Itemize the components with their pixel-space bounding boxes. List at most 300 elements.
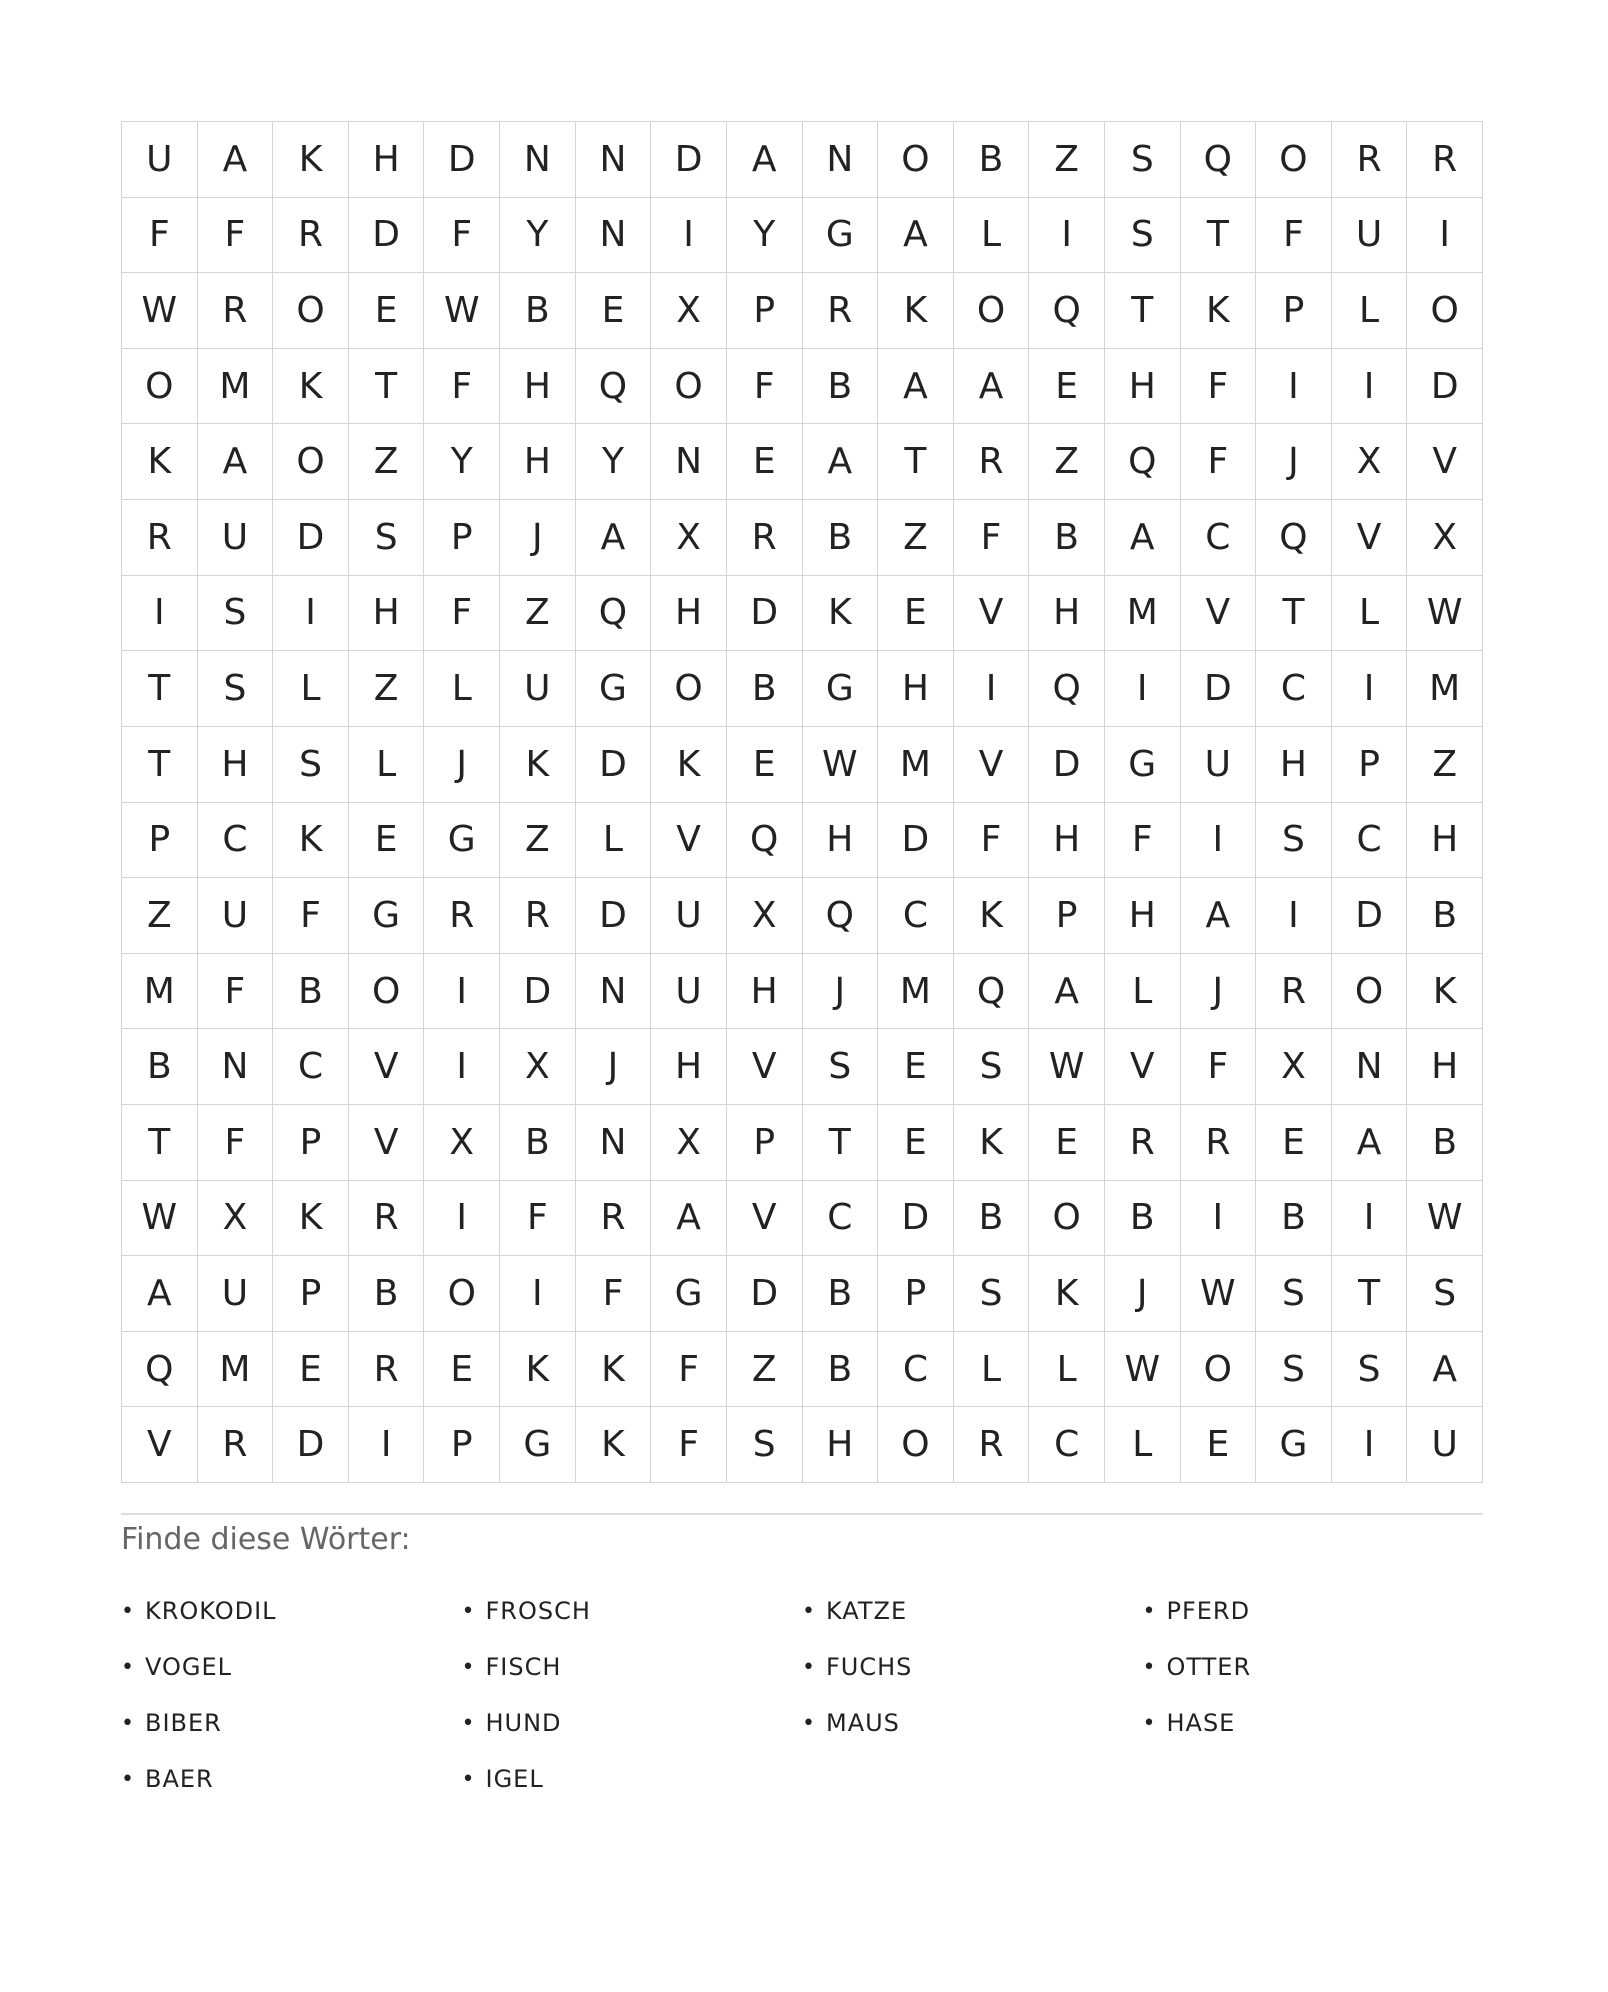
grid-cell[interactable]: S	[727, 1407, 803, 1483]
grid-cell[interactable]: I	[122, 576, 198, 652]
grid-cell[interactable]: A	[1029, 954, 1105, 1030]
grid-cell[interactable]: N	[576, 122, 652, 198]
grid-cell[interactable]: T	[1105, 273, 1181, 349]
grid-cell[interactable]: R	[198, 1407, 274, 1483]
grid-cell[interactable]: C	[878, 878, 954, 954]
grid-cell[interactable]: P	[273, 1105, 349, 1181]
grid-cell[interactable]: F	[954, 500, 1030, 576]
grid-cell[interactable]: P	[727, 273, 803, 349]
grid-cell[interactable]: B	[803, 1256, 879, 1332]
grid-cell[interactable]: F	[1181, 349, 1257, 425]
grid-cell[interactable]: H	[727, 954, 803, 1030]
grid-cell[interactable]: F	[198, 954, 274, 1030]
grid-cell[interactable]: L	[1332, 576, 1408, 652]
grid-cell[interactable]: V	[727, 1181, 803, 1257]
grid-cell[interactable]: U	[198, 878, 274, 954]
grid-cell[interactable]: K	[1181, 273, 1257, 349]
grid-cell[interactable]: H	[500, 424, 576, 500]
grid-cell[interactable]: E	[1029, 1105, 1105, 1181]
grid-cell[interactable]: D	[424, 122, 500, 198]
grid-cell[interactable]: E	[727, 727, 803, 803]
grid-cell[interactable]: K	[500, 1332, 576, 1408]
grid-cell[interactable]: G	[576, 651, 652, 727]
grid-cell[interactable]: R	[954, 424, 1030, 500]
grid-cell[interactable]: K	[1407, 954, 1483, 1030]
grid-cell[interactable]: L	[1105, 1407, 1181, 1483]
grid-cell[interactable]: M	[878, 954, 954, 1030]
grid-cell[interactable]: I	[424, 1181, 500, 1257]
grid-cell[interactable]: Z	[349, 424, 425, 500]
grid-cell[interactable]: N	[1332, 1029, 1408, 1105]
grid-cell[interactable]: O	[424, 1256, 500, 1332]
grid-cell[interactable]: J	[1181, 954, 1257, 1030]
grid-cell[interactable]: R	[803, 273, 879, 349]
grid-cell[interactable]: H	[349, 122, 425, 198]
grid-cell[interactable]: R	[500, 878, 576, 954]
grid-cell[interactable]: F	[651, 1332, 727, 1408]
grid-cell[interactable]: Q	[803, 878, 879, 954]
grid-cell[interactable]: D	[500, 954, 576, 1030]
grid-cell[interactable]: V	[954, 727, 1030, 803]
grid-cell[interactable]: J	[500, 500, 576, 576]
grid-cell[interactable]: X	[651, 500, 727, 576]
grid-cell[interactable]: Y	[576, 424, 652, 500]
grid-cell[interactable]: P	[424, 500, 500, 576]
grid-cell[interactable]: I	[1332, 1181, 1408, 1257]
grid-cell[interactable]: M	[122, 954, 198, 1030]
grid-cell[interactable]: O	[349, 954, 425, 1030]
grid-cell[interactable]: O	[1029, 1181, 1105, 1257]
grid-cell[interactable]: W	[803, 727, 879, 803]
grid-cell[interactable]: E	[1029, 349, 1105, 425]
grid-cell[interactable]: M	[878, 727, 954, 803]
grid-cell[interactable]: F	[198, 198, 274, 274]
grid-cell[interactable]: D	[727, 1256, 803, 1332]
grid-cell[interactable]: C	[273, 1029, 349, 1105]
grid-cell[interactable]: J	[1105, 1256, 1181, 1332]
grid-cell[interactable]: I	[1029, 198, 1105, 274]
grid-cell[interactable]: R	[349, 1181, 425, 1257]
grid-cell[interactable]: Y	[424, 424, 500, 500]
grid-cell[interactable]: I	[424, 954, 500, 1030]
grid-cell[interactable]: E	[349, 803, 425, 879]
grid-cell[interactable]: R	[1256, 954, 1332, 1030]
grid-cell[interactable]: H	[1105, 349, 1181, 425]
grid-cell[interactable]: E	[878, 576, 954, 652]
grid-cell[interactable]: E	[576, 273, 652, 349]
grid-cell[interactable]: T	[1332, 1256, 1408, 1332]
grid-cell[interactable]: U	[500, 651, 576, 727]
grid-cell[interactable]: J	[576, 1029, 652, 1105]
grid-cell[interactable]: R	[198, 273, 274, 349]
grid-cell[interactable]: W	[122, 273, 198, 349]
grid-cell[interactable]: O	[273, 424, 349, 500]
grid-cell[interactable]: A	[1332, 1105, 1408, 1181]
grid-cell[interactable]: F	[424, 349, 500, 425]
grid-cell[interactable]: Q	[1256, 500, 1332, 576]
grid-cell[interactable]: Z	[727, 1332, 803, 1408]
grid-cell[interactable]: M	[198, 1332, 274, 1408]
grid-cell[interactable]: K	[576, 1407, 652, 1483]
grid-cell[interactable]: Q	[576, 576, 652, 652]
grid-cell[interactable]: G	[349, 878, 425, 954]
grid-cell[interactable]: D	[349, 198, 425, 274]
grid-cell[interactable]: W	[1181, 1256, 1257, 1332]
grid-cell[interactable]: T	[122, 727, 198, 803]
grid-cell[interactable]: D	[576, 727, 652, 803]
grid-cell[interactable]: J	[803, 954, 879, 1030]
grid-cell[interactable]: B	[954, 122, 1030, 198]
grid-cell[interactable]: T	[803, 1105, 879, 1181]
grid-cell[interactable]: Q	[1029, 273, 1105, 349]
grid-cell[interactable]: V	[1181, 576, 1257, 652]
grid-cell[interactable]: O	[122, 349, 198, 425]
grid-cell[interactable]: B	[1256, 1181, 1332, 1257]
grid-cell[interactable]: K	[273, 349, 349, 425]
grid-cell[interactable]: U	[1407, 1407, 1483, 1483]
grid-cell[interactable]: A	[954, 349, 1030, 425]
grid-cell[interactable]: A	[878, 349, 954, 425]
grid-cell[interactable]: J	[1256, 424, 1332, 500]
grid-cell[interactable]: R	[1181, 1105, 1257, 1181]
grid-cell[interactable]: I	[1332, 349, 1408, 425]
grid-cell[interactable]: D	[878, 1181, 954, 1257]
grid-cell[interactable]: W	[122, 1181, 198, 1257]
grid-cell[interactable]: Q	[122, 1332, 198, 1408]
grid-cell[interactable]: D	[878, 803, 954, 879]
grid-cell[interactable]: U	[1181, 727, 1257, 803]
grid-cell[interactable]: L	[576, 803, 652, 879]
grid-cell[interactable]: Z	[349, 651, 425, 727]
grid-cell[interactable]: P	[424, 1407, 500, 1483]
grid-cell[interactable]: Q	[1105, 424, 1181, 500]
grid-cell[interactable]: A	[727, 122, 803, 198]
grid-cell[interactable]: N	[576, 198, 652, 274]
grid-cell[interactable]: M	[1407, 651, 1483, 727]
grid-cell[interactable]: R	[122, 500, 198, 576]
grid-cell[interactable]: H	[500, 349, 576, 425]
grid-cell[interactable]: X	[1332, 424, 1408, 500]
grid-cell[interactable]: D	[727, 576, 803, 652]
grid-cell[interactable]: H	[803, 803, 879, 879]
grid-cell[interactable]: A	[1407, 1332, 1483, 1408]
grid-cell[interactable]: B	[803, 1332, 879, 1408]
grid-cell[interactable]: X	[424, 1105, 500, 1181]
grid-cell[interactable]: I	[349, 1407, 425, 1483]
grid-cell[interactable]: L	[1332, 273, 1408, 349]
grid-cell[interactable]: Q	[1029, 651, 1105, 727]
grid-cell[interactable]: F	[424, 576, 500, 652]
grid-cell[interactable]: A	[878, 198, 954, 274]
grid-cell[interactable]: E	[878, 1029, 954, 1105]
grid-cell[interactable]: G	[1105, 727, 1181, 803]
grid-cell[interactable]: A	[576, 500, 652, 576]
grid-cell[interactable]: A	[198, 122, 274, 198]
grid-cell[interactable]: S	[1332, 1332, 1408, 1408]
grid-cell[interactable]: F	[1181, 424, 1257, 500]
grid-cell[interactable]: T	[1256, 576, 1332, 652]
grid-cell[interactable]: V	[349, 1105, 425, 1181]
grid-cell[interactable]: O	[878, 122, 954, 198]
grid-cell[interactable]: V	[1332, 500, 1408, 576]
grid-cell[interactable]: E	[727, 424, 803, 500]
grid-cell[interactable]: V	[727, 1029, 803, 1105]
grid-cell[interactable]: R	[1105, 1105, 1181, 1181]
grid-cell[interactable]: G	[1256, 1407, 1332, 1483]
grid-cell[interactable]: Z	[122, 878, 198, 954]
grid-cell[interactable]: G	[500, 1407, 576, 1483]
grid-cell[interactable]: Z	[1407, 727, 1483, 803]
grid-cell[interactable]: F	[651, 1407, 727, 1483]
grid-cell[interactable]: G	[803, 651, 879, 727]
grid-cell[interactable]: F	[1105, 803, 1181, 879]
grid-cell[interactable]: S	[803, 1029, 879, 1105]
grid-cell[interactable]: A	[651, 1181, 727, 1257]
grid-cell[interactable]: R	[1332, 122, 1408, 198]
grid-cell[interactable]: D	[1407, 349, 1483, 425]
grid-cell[interactable]: H	[1029, 803, 1105, 879]
grid-cell[interactable]: E	[424, 1332, 500, 1408]
grid-cell[interactable]: T	[878, 424, 954, 500]
grid-cell[interactable]: L	[954, 198, 1030, 274]
grid-cell[interactable]: F	[122, 198, 198, 274]
grid-cell[interactable]: F	[1181, 1029, 1257, 1105]
grid-cell[interactable]: E	[878, 1105, 954, 1181]
grid-cell[interactable]: S	[1256, 803, 1332, 879]
grid-cell[interactable]: D	[651, 122, 727, 198]
grid-cell[interactable]: I	[424, 1029, 500, 1105]
grid-cell[interactable]: P	[1256, 273, 1332, 349]
grid-cell[interactable]: Z	[500, 803, 576, 879]
grid-cell[interactable]: I	[1332, 1407, 1408, 1483]
grid-cell[interactable]: C	[803, 1181, 879, 1257]
grid-cell[interactable]: B	[1407, 878, 1483, 954]
grid-cell[interactable]: N	[803, 122, 879, 198]
grid-cell[interactable]: H	[651, 576, 727, 652]
grid-cell[interactable]: W	[1407, 1181, 1483, 1257]
grid-cell[interactable]: N	[500, 122, 576, 198]
grid-cell[interactable]: H	[1105, 878, 1181, 954]
grid-cell[interactable]: I	[1256, 878, 1332, 954]
grid-cell[interactable]: X	[500, 1029, 576, 1105]
grid-cell[interactable]: O	[1256, 122, 1332, 198]
grid-cell[interactable]: Q	[727, 803, 803, 879]
grid-cell[interactable]: A	[803, 424, 879, 500]
grid-cell[interactable]: B	[122, 1029, 198, 1105]
grid-cell[interactable]: D	[1181, 651, 1257, 727]
grid-cell[interactable]: T	[1181, 198, 1257, 274]
grid-cell[interactable]: A	[1181, 878, 1257, 954]
grid-cell[interactable]: U	[198, 500, 274, 576]
grid-cell[interactable]: X	[198, 1181, 274, 1257]
grid-cell[interactable]: G	[424, 803, 500, 879]
grid-cell[interactable]: F	[954, 803, 1030, 879]
grid-cell[interactable]: K	[122, 424, 198, 500]
grid-cell[interactable]: P	[727, 1105, 803, 1181]
grid-cell[interactable]: M	[198, 349, 274, 425]
grid-cell[interactable]: V	[122, 1407, 198, 1483]
grid-cell[interactable]: Y	[727, 198, 803, 274]
grid-cell[interactable]: D	[273, 500, 349, 576]
grid-cell[interactable]: T	[122, 651, 198, 727]
grid-cell[interactable]: H	[1407, 803, 1483, 879]
grid-cell[interactable]: I	[651, 198, 727, 274]
grid-cell[interactable]: S	[954, 1029, 1030, 1105]
grid-cell[interactable]: S	[1256, 1332, 1332, 1408]
grid-cell[interactable]: R	[727, 500, 803, 576]
grid-cell[interactable]: E	[349, 273, 425, 349]
grid-cell[interactable]: X	[727, 878, 803, 954]
grid-cell[interactable]: I	[954, 651, 1030, 727]
grid-cell[interactable]: A	[1105, 500, 1181, 576]
grid-cell[interactable]: D	[1029, 727, 1105, 803]
grid-cell[interactable]: F	[424, 198, 500, 274]
grid-cell[interactable]: I	[1181, 1181, 1257, 1257]
grid-cell[interactable]: K	[954, 1105, 1030, 1181]
grid-cell[interactable]: C	[1029, 1407, 1105, 1483]
grid-cell[interactable]: A	[122, 1256, 198, 1332]
grid-cell[interactable]: N	[198, 1029, 274, 1105]
grid-cell[interactable]: X	[651, 1105, 727, 1181]
grid-cell[interactable]: Q	[954, 954, 1030, 1030]
grid-cell[interactable]: S	[1407, 1256, 1483, 1332]
grid-cell[interactable]: I	[1256, 349, 1332, 425]
grid-cell[interactable]: B	[500, 1105, 576, 1181]
grid-cell[interactable]: R	[273, 198, 349, 274]
grid-cell[interactable]: K	[651, 727, 727, 803]
grid-cell[interactable]: R	[424, 878, 500, 954]
grid-cell[interactable]: U	[1332, 198, 1408, 274]
grid-cell[interactable]: N	[576, 954, 652, 1030]
grid-cell[interactable]: U	[651, 878, 727, 954]
grid-cell[interactable]: B	[349, 1256, 425, 1332]
grid-cell[interactable]: V	[1105, 1029, 1181, 1105]
grid-cell[interactable]: J	[424, 727, 500, 803]
grid-cell[interactable]: D	[576, 878, 652, 954]
grid-cell[interactable]: X	[1256, 1029, 1332, 1105]
grid-cell[interactable]: C	[198, 803, 274, 879]
grid-cell[interactable]: L	[954, 1332, 1030, 1408]
grid-cell[interactable]: O	[878, 1407, 954, 1483]
grid-cell[interactable]: B	[1105, 1181, 1181, 1257]
grid-cell[interactable]: C	[1181, 500, 1257, 576]
grid-cell[interactable]: M	[1105, 576, 1181, 652]
grid-cell[interactable]: Z	[878, 500, 954, 576]
grid-cell[interactable]: K	[576, 1332, 652, 1408]
grid-cell[interactable]: V	[349, 1029, 425, 1105]
grid-cell[interactable]: R	[954, 1407, 1030, 1483]
grid-cell[interactable]: K	[273, 122, 349, 198]
grid-cell[interactable]: X	[651, 273, 727, 349]
grid-cell[interactable]: S	[954, 1256, 1030, 1332]
grid-cell[interactable]: P	[122, 803, 198, 879]
grid-cell[interactable]: H	[1256, 727, 1332, 803]
grid-cell[interactable]: I	[1105, 651, 1181, 727]
grid-cell[interactable]: W	[1407, 576, 1483, 652]
grid-cell[interactable]: I	[1181, 803, 1257, 879]
grid-cell[interactable]: P	[1029, 878, 1105, 954]
grid-cell[interactable]: I	[1332, 651, 1408, 727]
grid-cell[interactable]: O	[1407, 273, 1483, 349]
grid-cell[interactable]: K	[878, 273, 954, 349]
grid-cell[interactable]: O	[954, 273, 1030, 349]
grid-cell[interactable]: S	[1105, 198, 1181, 274]
grid-cell[interactable]: W	[1029, 1029, 1105, 1105]
grid-cell[interactable]: X	[1407, 500, 1483, 576]
grid-cell[interactable]: H	[651, 1029, 727, 1105]
grid-cell[interactable]: B	[954, 1181, 1030, 1257]
grid-cell[interactable]: L	[1029, 1332, 1105, 1408]
grid-cell[interactable]: Q	[1181, 122, 1257, 198]
grid-cell[interactable]: Y	[500, 198, 576, 274]
grid-cell[interactable]: K	[500, 727, 576, 803]
grid-cell[interactable]: Z	[1029, 122, 1105, 198]
grid-cell[interactable]: B	[727, 651, 803, 727]
grid-cell[interactable]: F	[727, 349, 803, 425]
grid-cell[interactable]: O	[651, 651, 727, 727]
grid-cell[interactable]: R	[349, 1332, 425, 1408]
grid-cell[interactable]: E	[273, 1332, 349, 1408]
grid-cell[interactable]: Z	[1029, 424, 1105, 500]
grid-cell[interactable]: Q	[576, 349, 652, 425]
grid-cell[interactable]: F	[576, 1256, 652, 1332]
grid-cell[interactable]: B	[500, 273, 576, 349]
grid-cell[interactable]: H	[878, 651, 954, 727]
grid-cell[interactable]: H	[803, 1407, 879, 1483]
grid-cell[interactable]: B	[1407, 1105, 1483, 1181]
grid-cell[interactable]: K	[273, 803, 349, 879]
grid-cell[interactable]: U	[651, 954, 727, 1030]
grid-cell[interactable]: I	[273, 576, 349, 652]
grid-cell[interactable]: S	[198, 576, 274, 652]
grid-cell[interactable]: F	[500, 1181, 576, 1257]
grid-cell[interactable]: H	[198, 727, 274, 803]
grid-cell[interactable]: W	[424, 273, 500, 349]
grid-cell[interactable]: K	[803, 576, 879, 652]
grid-cell[interactable]: F	[273, 878, 349, 954]
grid-cell[interactable]: N	[576, 1105, 652, 1181]
grid-cell[interactable]: G	[651, 1256, 727, 1332]
grid-cell[interactable]: W	[1105, 1332, 1181, 1408]
grid-cell[interactable]: E	[1256, 1105, 1332, 1181]
grid-cell[interactable]: T	[122, 1105, 198, 1181]
grid-cell[interactable]: S	[1105, 122, 1181, 198]
grid-cell[interactable]: P	[1332, 727, 1408, 803]
grid-cell[interactable]: N	[651, 424, 727, 500]
grid-cell[interactable]: F	[1256, 198, 1332, 274]
grid-cell[interactable]: A	[198, 424, 274, 500]
grid-cell[interactable]: L	[424, 651, 500, 727]
grid-cell[interactable]: B	[803, 500, 879, 576]
grid-cell[interactable]: U	[122, 122, 198, 198]
grid-cell[interactable]: D	[273, 1407, 349, 1483]
grid-cell[interactable]: O	[651, 349, 727, 425]
grid-cell[interactable]: R	[1407, 122, 1483, 198]
grid-cell[interactable]: B	[273, 954, 349, 1030]
grid-cell[interactable]: I	[1407, 198, 1483, 274]
grid-cell[interactable]: H	[1407, 1029, 1483, 1105]
grid-cell[interactable]: D	[1332, 878, 1408, 954]
grid-cell[interactable]: I	[500, 1256, 576, 1332]
grid-cell[interactable]: K	[1029, 1256, 1105, 1332]
grid-cell[interactable]: P	[878, 1256, 954, 1332]
grid-cell[interactable]: C	[878, 1332, 954, 1408]
grid-cell[interactable]: O	[273, 273, 349, 349]
grid-cell[interactable]: S	[273, 727, 349, 803]
grid-cell[interactable]: C	[1332, 803, 1408, 879]
grid-cell[interactable]: V	[954, 576, 1030, 652]
grid-cell[interactable]: V	[1407, 424, 1483, 500]
